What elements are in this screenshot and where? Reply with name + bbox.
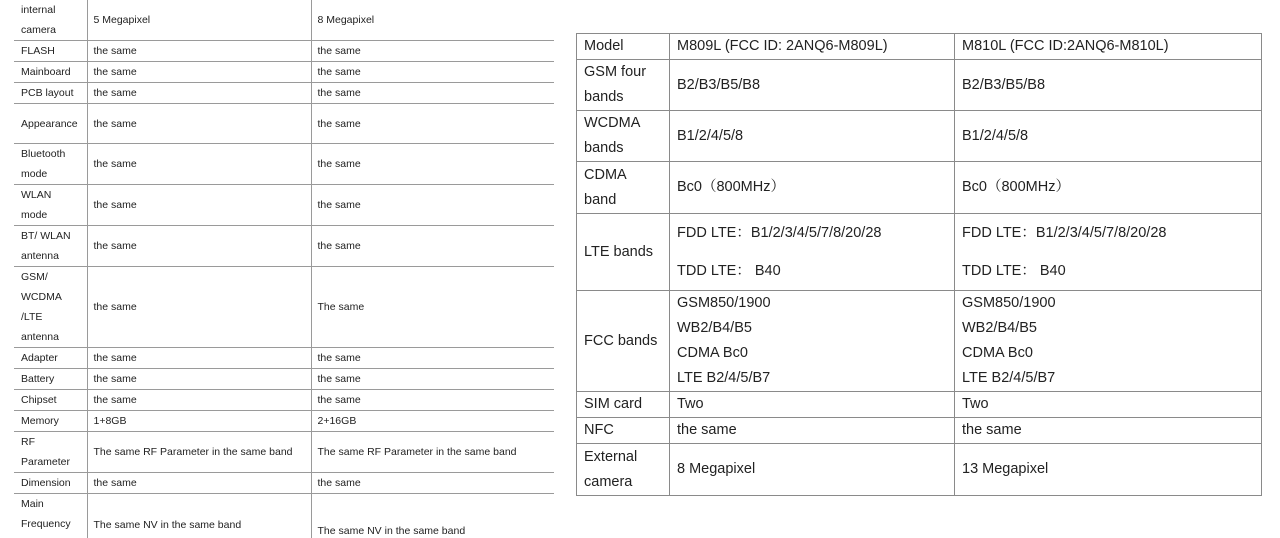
cell-col3: Bc0（800MHz）: [955, 162, 1262, 214]
right-comparison-table: [576, 33, 1262, 496]
table-row: [577, 111, 1262, 162]
cell-col2: the same: [87, 41, 311, 62]
header-model: Model: [577, 34, 670, 60]
cell-col2: the same: [87, 83, 311, 104]
cell-col3: 2+16GB: [311, 411, 554, 432]
cell-line: LTE B2/4/5/B7: [677, 370, 771, 386]
cell-col3: B1/2/4/5/8: [955, 111, 1262, 162]
cell-col3: the same: [311, 226, 554, 267]
cell-col3: B2/B3/B5/B8: [955, 60, 1262, 111]
cell-col3: the same: [311, 348, 554, 369]
table-row: [577, 444, 1262, 496]
row-label: NFC: [577, 418, 670, 444]
row-label: FLASH: [14, 41, 87, 62]
row-label: Mainboard: [14, 62, 87, 83]
cell-col3: the same: [311, 41, 554, 62]
cell-col2: 8 Megapixel: [670, 444, 955, 496]
table-row: [14, 494, 554, 538]
row-label: GSM/ WCDMA /LTE antenna: [14, 267, 87, 348]
cell-col2: the same: [87, 62, 311, 83]
cell-col2: the same: [87, 226, 311, 267]
row-label: CDMA band: [577, 162, 670, 214]
row-label: Memory: [14, 411, 87, 432]
cell-col2: 1+8GB: [87, 411, 311, 432]
cell-col2: the same: [87, 185, 311, 226]
table-row: [577, 418, 1262, 444]
row-label: Adapter: [14, 348, 87, 369]
cell-col2: The same RF Parameter in the same band: [87, 432, 311, 473]
cell-line: TDD LTE： B40: [677, 262, 781, 279]
cell-line: FDD LTE：B1/2/3/4/5/7/8/20/28: [962, 224, 1167, 241]
row-label: WLAN mode: [14, 185, 87, 226]
cell-col2: the same: [670, 418, 955, 444]
row-label: internal camera: [14, 0, 87, 41]
row-label: LTE bands: [577, 214, 670, 291]
table-header-row: [577, 34, 1262, 60]
table-row: [14, 185, 554, 226]
cell-col3: the same: [311, 390, 554, 411]
cell-col2: 5 Megapixel: [87, 0, 311, 41]
cell-col3: the same: [311, 144, 554, 185]
table-row: [14, 348, 554, 369]
table-row: [577, 60, 1262, 111]
cell-col3: Two: [955, 392, 1262, 418]
cell-col2: the same: [87, 267, 311, 348]
cell-col2: [670, 291, 955, 392]
cell-line: GSM850/1900: [677, 295, 771, 311]
cell-col3: [955, 291, 1262, 392]
table-row: [14, 0, 554, 41]
cell-line: WB2/B4/B5: [677, 320, 752, 336]
row-label: Bluetooth mode: [14, 144, 87, 185]
cell-line: WB2/B4/B5: [962, 320, 1037, 336]
cell-line: FDD LTE：B1/2/3/4/5/7/8/20/28: [677, 224, 882, 241]
row-label: Main Frequency: [14, 494, 87, 538]
table-row: [577, 162, 1262, 214]
cell-col3: the same: [311, 104, 554, 144]
cell-line: TDD LTE： B40: [962, 262, 1066, 279]
cell-col2: the same: [87, 369, 311, 390]
cell-col3: the same: [311, 83, 554, 104]
cell-col2: the same: [87, 348, 311, 369]
row-label: BT/ WLAN antenna: [14, 226, 87, 267]
cell-line: GSM850/1900: [962, 295, 1056, 311]
cell-col2: the same: [87, 473, 311, 494]
row-label: FCC bands: [577, 291, 670, 392]
cell-col2: the same: [87, 104, 311, 144]
table-row: [14, 144, 554, 185]
table-row: [14, 267, 554, 348]
table-row: [577, 291, 1262, 392]
cell-col3: The same RF Parameter in the same band: [311, 432, 554, 473]
header-model-m810l: M810L (FCC ID:2ANQ6-M810L): [955, 34, 1262, 60]
row-label: PCB layout: [14, 83, 87, 104]
cell-col3: [955, 214, 1262, 291]
cell-col3: the same: [311, 185, 554, 226]
table-row: [14, 62, 554, 83]
cell-line: LTE B2/4/5/B7: [962, 370, 1056, 386]
header-model-m809l: M809L (FCC ID: 2ANQ6-M809L): [670, 34, 955, 60]
row-label: WCDMA bands: [577, 111, 670, 162]
cell-col3: the same: [311, 473, 554, 494]
table-row: [14, 369, 554, 390]
left-comparison-table: [14, 0, 554, 538]
table-row: [14, 411, 554, 432]
cell-col3: 13 Megapixel: [955, 444, 1262, 496]
table-row: [14, 473, 554, 494]
row-label: Appearance: [14, 104, 87, 144]
cell-col2: the same: [87, 144, 311, 185]
right-comparison-table-wrap: [576, 33, 1261, 496]
cell-col2: the same: [87, 390, 311, 411]
cell-col2: Bc0（800MHz）: [670, 162, 955, 214]
table-row: [14, 104, 554, 144]
table-row: [577, 214, 1262, 291]
cell-col3: 8 Megapixel: [311, 0, 554, 41]
table-row: [14, 432, 554, 473]
cell-col2: The same NV in the same band: [87, 494, 311, 538]
cell-line: CDMA Bc0: [962, 345, 1033, 361]
cell-col3: the same: [955, 418, 1262, 444]
cell-line: CDMA Bc0: [677, 345, 748, 361]
cell-col2: B2/B3/B5/B8: [670, 60, 955, 111]
table-row: [14, 41, 554, 62]
cell-col2: B1/2/4/5/8: [670, 111, 955, 162]
row-label: Chipset: [14, 390, 87, 411]
row-label: External camera: [577, 444, 670, 496]
row-label: RF Parameter: [14, 432, 87, 473]
row-label: Battery: [14, 369, 87, 390]
cell-col3: the same: [311, 369, 554, 390]
table-row: [577, 392, 1262, 418]
cell-col3: the same: [311, 62, 554, 83]
cell-col2: Two: [670, 392, 955, 418]
row-label: Dimension: [14, 473, 87, 494]
cell-col3: The same: [311, 267, 554, 348]
row-label: SIM card: [577, 392, 670, 418]
cell-col3: The same NV in the same band: [311, 494, 554, 538]
table-row: [14, 390, 554, 411]
table-row: [14, 83, 554, 104]
cell-col2: [670, 214, 955, 291]
row-label: GSM four bands: [577, 60, 670, 111]
table-row: [14, 226, 554, 267]
left-comparison-table-wrap: [14, 0, 554, 538]
